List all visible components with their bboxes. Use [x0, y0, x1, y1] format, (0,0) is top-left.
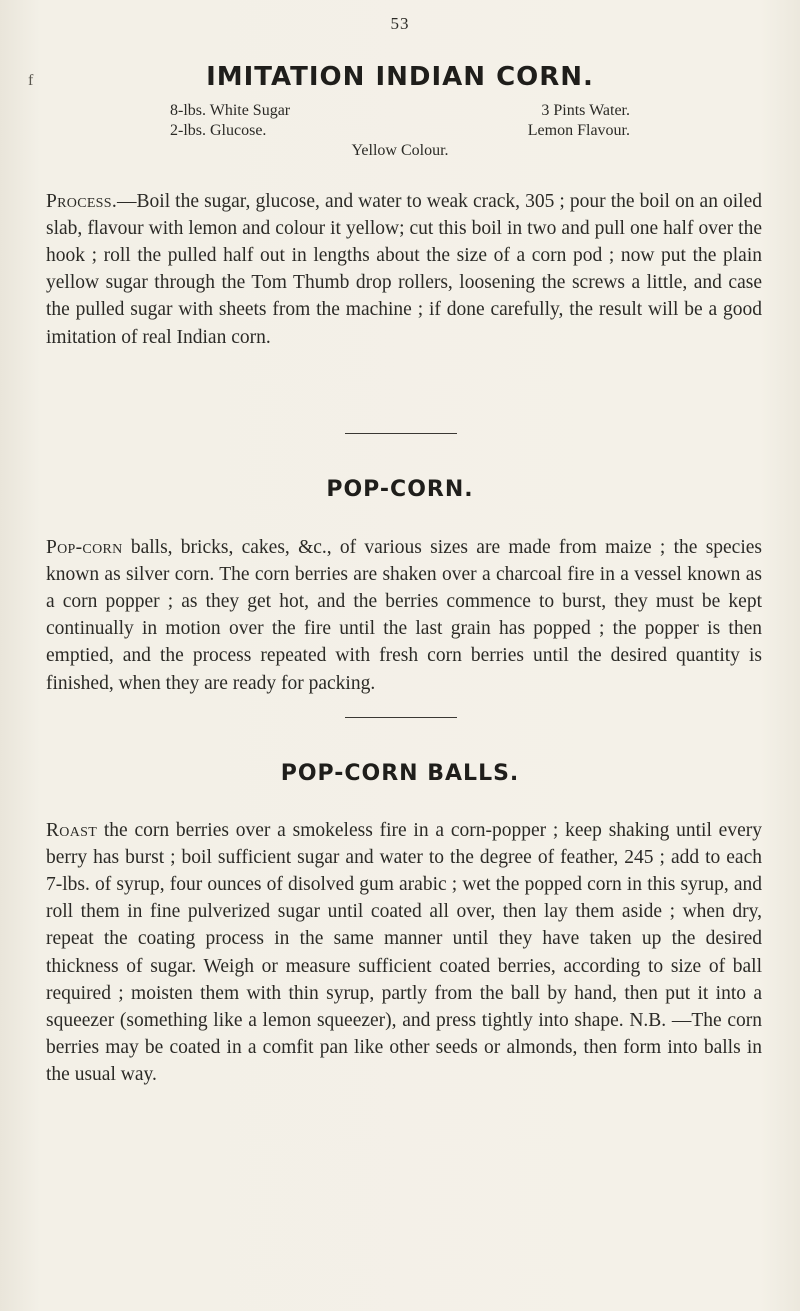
ingredient: 2-lbs. Glucose.	[170, 122, 267, 139]
paragraph-body: balls, bricks, cakes, &c., of various sizes are made from maize ; the species known as silver corn. The corn berries are shaken over a charcoal fire in a vessel known as a corn popper ; as they get hot, and the berries commence to burst, they must be kept continually in motion over the fire until the last grain has popped ; the popper is then emptied, and the process repeated with fresh corn berries until the desired quantity is finished, when they are ready for packing.	[46, 536, 762, 694]
paragraph-body: —Boil the sugar, glucose, and water to weak crack, 305 ; pour the boil on an oiled slab, flavour with lemon and colour it yellow; cut this boil in two and pull one half over the hook ; roll the pulled half out in lengths about the size of a corn pod ; now put the plain yellow sugar through the Tom Thumb drop rollers, loosening the screws a little, and case the pulled sugar with sheets from the machine ; if done carefully, the result will be a good imitation of real Indian corn.	[46, 190, 762, 348]
margin-mark: f	[28, 72, 34, 89]
paragraph-lead: Pop-corn	[46, 536, 123, 558]
paragraph-lead: Process.	[46, 190, 118, 212]
recipe-paragraph	[46, 534, 762, 697]
ingredients-list	[170, 101, 630, 161]
ingredients-row	[170, 121, 630, 141]
ingredient: Yellow Colour.	[351, 142, 449, 159]
section-title-pop-corn-balls: POP-CORN BALLS.	[280, 761, 520, 786]
ingredients-row	[170, 101, 630, 121]
ingredient: 8-lbs. White Sugar	[170, 102, 291, 119]
recipe-paragraph	[46, 188, 762, 351]
section-title-imitation-indian-corn: IMITATION INDIAN CORN.	[206, 62, 594, 92]
section-divider	[345, 717, 457, 718]
page-number: 53	[390, 14, 410, 33]
ingredient: Lemon Flavour.	[527, 122, 630, 139]
section-title-pop-corn: POP-CORN.	[326, 477, 474, 502]
section-divider	[345, 433, 457, 434]
ingredient: 3 Pints Water.	[541, 102, 630, 119]
recipe-paragraph	[46, 817, 762, 1089]
paragraph-body: the corn berries over a smokeless fire in a corn-popper ; keep shaking until every berry has burst ; boil sufficient sugar and water to the degree of feather, 245 ; add to each 7-lbs. of syrup, four ounces of disolved gum arabic ; wet the popped corn in this syrup, and roll them in fine pulverized sugar until coated all over, then lay them aside ; when dry, repeat the coating process in the same manner until they have taken up the desired thickness of sugar. Weigh or measure sufficient coated berries, according to size of ball required ; moisten them with thin syrup, partly from the ball by hand, then put it into a squeezer (something like a lemon squeezer), and press tightly into shape. N.B. —The corn berries may be coated in a comfit pan like other seeds or almonds, then form into balls in the usual way.	[46, 819, 762, 1086]
paragraph-lead: Roast	[46, 819, 98, 841]
